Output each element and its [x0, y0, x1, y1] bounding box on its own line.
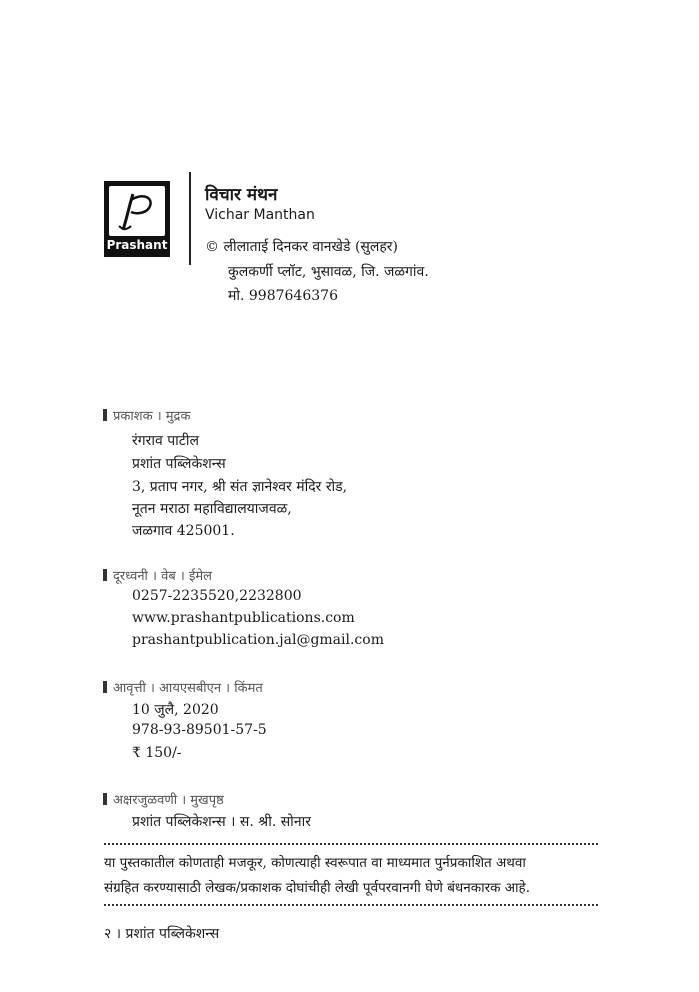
header-divider: [189, 172, 191, 265]
edition-date: 10 जुलै, 2020: [132, 702, 219, 718]
contact-website[interactable]: www.prashantpublications.com: [132, 610, 355, 626]
notice-top-rule: [104, 843, 598, 845]
edition-price: ₹ 150/-: [132, 745, 182, 761]
section-heading-typesetting: अक्षरजुळवणी । मुखपृष्ठ: [103, 790, 224, 808]
copyright-notice: [104, 851, 598, 901]
section-heading-publisher: प्रकाशक । मुद्रक: [103, 406, 190, 424]
notice-bottom-rule: [104, 904, 598, 906]
typesetting-credits: प्रशांत पब्लिकेशन्स । स. श्री. सोनार: [132, 814, 311, 830]
book-title-english: Vichar Manthan: [205, 207, 315, 223]
copyright-address: कुलकर्णी प्लॉट, भुसावळ, जि. जळगांव.: [228, 264, 429, 280]
publisher-address-1: 3, प्रताप नगर, श्री संत ज्ञानेश्वर मंदिर रोड,: [132, 479, 348, 495]
logo-name: Prashant: [106, 238, 168, 252]
logo-emblem: [109, 186, 165, 236]
publisher-name: रंगराव पाटील: [132, 433, 199, 449]
section-heading-edition: आवृत्ती । आयएसबीएन । किंमत: [103, 678, 263, 696]
publisher-address-2: नूतन मराठा महाविद्यालयाजवळ,: [132, 501, 292, 517]
copyright-phone: मो. 9987646376: [228, 288, 338, 304]
contact-phone: 0257-2235520,2232800: [132, 588, 302, 604]
section-heading-contact: दूरध्वनी । वेब । ईमेल: [103, 566, 212, 584]
page-footer: २ । प्रशांत पब्लिकेशन्स: [104, 926, 220, 942]
edition-isbn: 978-93-89501-57-5: [132, 722, 267, 738]
copyright-holder: © लीलाताई दिनकर वानखेडे (सुलहर): [205, 239, 398, 255]
publisher-address-3: जळगाव 425001.: [132, 523, 235, 539]
contact-email[interactable]: prashantpublication.jal@gmail.com: [132, 632, 384, 648]
notice-line-2: संग्रहित करण्यासाठी लेखक/प्रकाशक दोघांचीही लेखी पूर्वपरवानगी घेणे बंधनकारक आहे.: [104, 880, 531, 896]
publisher-logo: [104, 181, 170, 257]
publisher-company: प्रशांत पब्लिकेशन्स: [132, 456, 226, 472]
book-title-marathi: विचार मंथन: [205, 185, 278, 205]
notice-line-1: या पुस्तकातील कोणताही मजकूर, कोणत्याही स्वरूपात वा माध्यमात पुर्नप्रकाशित अथवा: [104, 855, 526, 871]
